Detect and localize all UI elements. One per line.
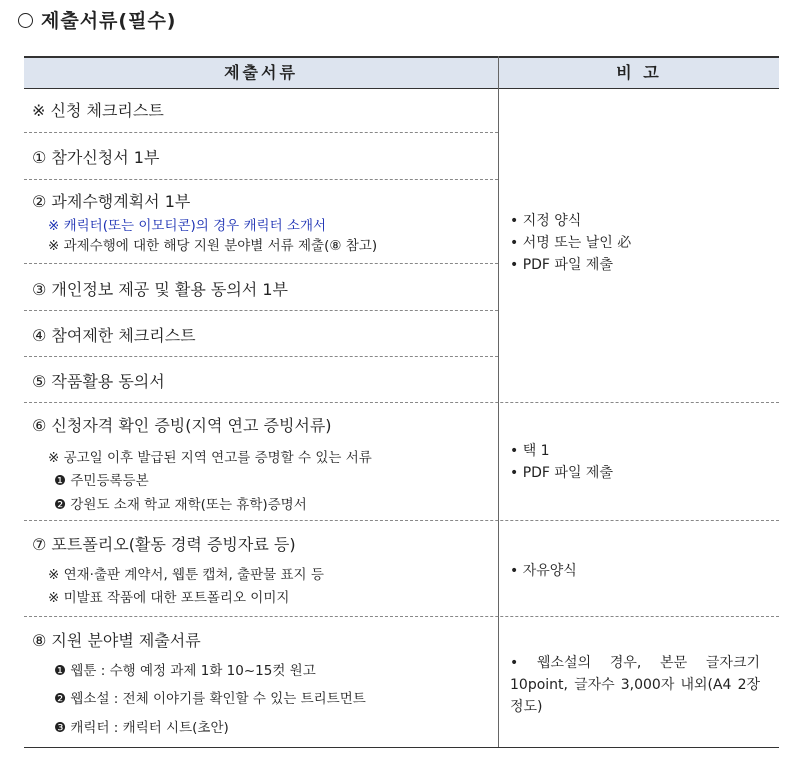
- row-field-webtoon: ❶ 웹툰 : 수행 예정 과제 1화 10~15컷 원고: [54, 663, 316, 679]
- row-separator: [24, 179, 498, 180]
- note-item: • 자유양식: [510, 563, 577, 579]
- table-header: [24, 56, 779, 89]
- note-item: • 서명 또는 날인 必: [510, 235, 632, 251]
- row-separator: [24, 263, 498, 264]
- row-separator: [24, 132, 498, 133]
- row-field-character: ❸ 캐릭터 : 캐릭터 시트(초안): [54, 720, 229, 736]
- note-group2: [510, 440, 613, 484]
- header-divider: [498, 56, 499, 88]
- note-item: • 지정 양식: [510, 213, 582, 229]
- group-separator: [24, 402, 779, 403]
- row-work-usage-consent: ⑤ 작품활용 동의서: [32, 372, 165, 391]
- row-application-form: ① 참가신청서 1부: [32, 148, 160, 167]
- header-remarks: 비 고: [616, 63, 662, 82]
- circle-bullet-icon: [18, 13, 33, 28]
- row-separator: [24, 356, 498, 357]
- note-group4: • 웹소설의 경우, 본문 글자크기 10point, 글자수 3,000자 내외(A4 2장 정도): [510, 655, 760, 715]
- row-privacy-consent: ③ 개인정보 제공 및 활용 동의서 1부: [32, 280, 288, 299]
- group-separator: [24, 616, 779, 617]
- row-project-plan-note2: ※ 과제수행에 대한 해당 지원 분야별 서류 제출(⑧ 참고): [48, 238, 378, 254]
- row-project-plan: ② 과제수행계획서 1부: [32, 192, 191, 211]
- note-item: • PDF 파일 제출: [510, 465, 613, 481]
- row-project-plan-note1: ※ 캐릭터(또는 이모티콘)의 경우 캐릭터 소개서: [48, 218, 327, 234]
- section-title: [18, 6, 177, 33]
- row-restriction-checklist: ④ 참여제한 체크리스트: [32, 326, 196, 345]
- section-title-text: 제출서류(필수): [41, 10, 177, 32]
- row-eligibility-proof: ⑥ 신청자격 확인 증빙(지역 연고 증빙서류): [32, 416, 332, 435]
- table-bottom-border: [24, 747, 779, 748]
- row-separator: [24, 310, 498, 311]
- group-separator: [24, 520, 779, 521]
- note-item: • PDF 파일 제출: [510, 257, 613, 273]
- note-group1: [510, 210, 631, 276]
- row-eligibility-item2: ❷ 강원도 소재 학교 재학(또는 휴학)증명서: [54, 497, 307, 513]
- row-eligibility-item1: ❶ 주민등록등본: [54, 473, 149, 489]
- row-checklist: ※ 신청 체크리스트: [32, 101, 164, 120]
- row-portfolio: ⑦ 포트폴리오(활동 경력 증빙자료 등): [32, 535, 296, 554]
- header-documents: 제출서류: [224, 63, 298, 82]
- row-eligibility-note: ※ 공고일 이후 발급된 지역 연고를 증명할 수 있는 서류: [48, 450, 372, 466]
- note-item: • 택 1: [510, 443, 550, 459]
- note-group3: [510, 560, 577, 582]
- row-portfolio-note1: ※ 연재·출판 계약서, 웹툰 캡쳐, 출판물 표지 등: [48, 567, 324, 583]
- row-field-webnovel: ❷ 웹소설 : 전체 이야기를 확인할 수 있는 트리트먼트: [54, 691, 366, 707]
- column-divider: [498, 88, 499, 748]
- row-portfolio-note2: ※ 미발표 작품에 대한 포트폴리오 이미지: [48, 590, 290, 606]
- row-field-documents: ⑧ 지원 분야별 제출서류: [32, 631, 201, 650]
